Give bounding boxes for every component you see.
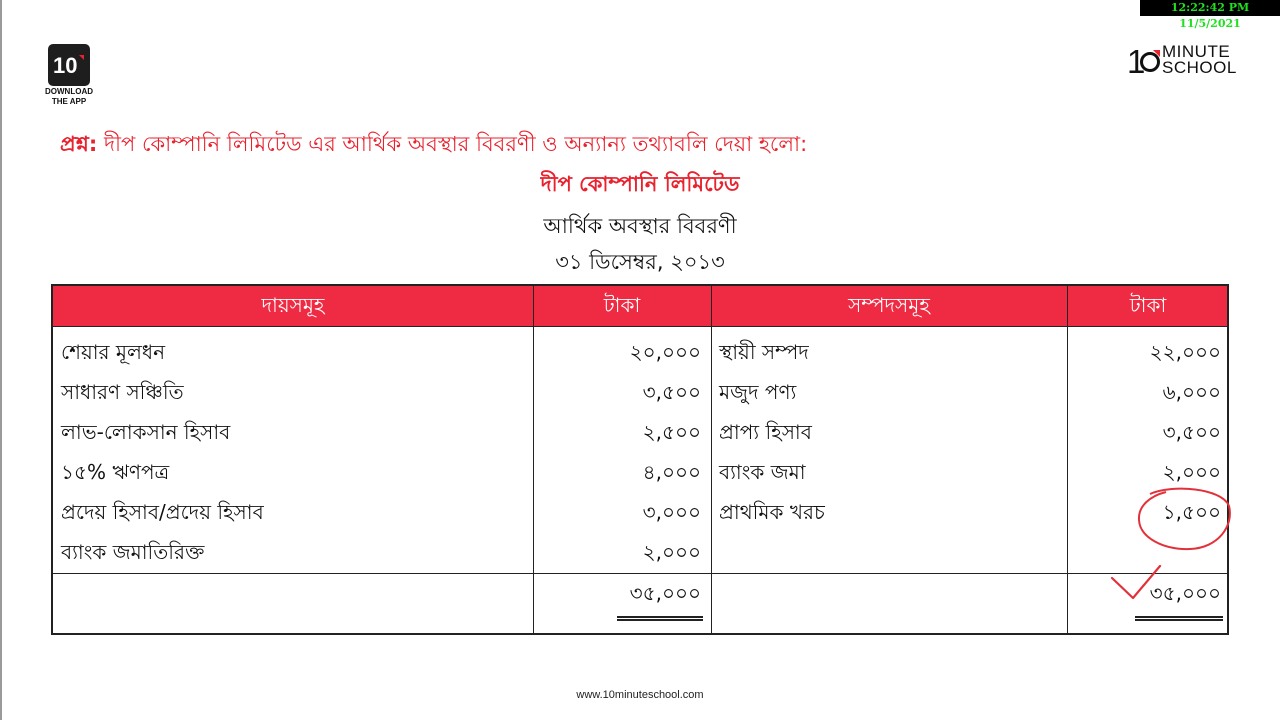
asset-amount: ১,৫০০ — [1162, 500, 1221, 524]
question-text: দীপ কোম্পানি লিমিটেড এর আর্থিক অবস্থার বিবরণী ও অন্যান্য তথ্যাবলি দেয়া হলো: — [97, 132, 808, 156]
download-caption-line2: THE APP — [51, 97, 87, 106]
download-caption-line1: DOWNLOAD — [45, 87, 93, 96]
asset-amount: ২,০০০ — [1162, 460, 1221, 484]
asset-name: মজুদ পণ্য — [719, 380, 797, 404]
brand-numeral: 1 — [1127, 43, 1146, 78]
left-edge-rule — [0, 0, 2, 720]
asset-name: প্রাথমিক খরচ — [719, 500, 825, 524]
brand-ten-icon — [1126, 42, 1160, 78]
liability-name: শেয়ার মূলধন — [61, 340, 166, 364]
asset-amount: ২২,০০০ — [1149, 340, 1221, 364]
statement-date: ৩১ ডিসেম্বর, ২০১৩ — [555, 250, 725, 274]
liabilities-total: ৩৫,০০০ — [629, 581, 701, 605]
header-liabilities: দায়সমূহ — [261, 293, 325, 317]
brand-line2: SCHOOL — [1162, 58, 1237, 77]
asset-name: ব্যাংক জমা — [719, 460, 806, 484]
brand-line1: MINUTE — [1162, 42, 1231, 61]
balance-sheet-table — [51, 284, 1229, 635]
liability-amount: ২০,০০০ — [629, 340, 701, 364]
asset-amount: ৬,০০০ — [1162, 380, 1221, 404]
app-logo-icon — [48, 44, 90, 86]
download-app-badge[interactable] — [44, 44, 94, 106]
liability-name: প্রদেয় হিসাব/প্রদেয় হিসাব — [61, 500, 264, 524]
asset-name: প্রাপ্য হিসাব — [719, 420, 812, 444]
asset-amount: ৩,৫০০ — [1162, 420, 1221, 444]
question-label: প্রশ্ন: — [60, 132, 98, 156]
column-divider — [1067, 286, 1068, 633]
liability-amount: ৩,৫০০ — [642, 380, 701, 404]
company-name: দীপ কোম্পানি লিমিটেড — [540, 172, 740, 196]
header-asset-amount: টাকা — [1129, 293, 1167, 317]
liability-amount: ৪,০০০ — [642, 460, 701, 484]
website-url[interactable]: www.10minuteschool.com — [576, 689, 704, 701]
assets-total: ৩৫,০০০ — [1149, 581, 1221, 605]
asset-name: স্থায়ী সম্পদ — [719, 340, 809, 364]
header-assets: সম্পদসমূহ — [848, 293, 930, 317]
brand-logo — [1126, 42, 1237, 78]
liability-amount: ২,০০০ — [642, 540, 701, 564]
statement-title: আর্থিক অবস্থার বিবরণী — [543, 214, 737, 238]
header-liab-amount: টাকা — [603, 293, 641, 317]
liability-amount: ৩,০০০ — [642, 500, 701, 524]
app-logo-text: 10 — [53, 53, 78, 78]
liabilities-total-double-underline — [617, 616, 703, 621]
timestamp-overlay: 12:22:42 PM 11/5/2021 — [1140, 0, 1280, 16]
liability-name: সাধারণ সঞ্চিতি — [61, 380, 184, 404]
question-prompt — [60, 128, 1240, 160]
table-header-row — [53, 286, 1227, 327]
liability-amount: ২,৫০০ — [642, 420, 701, 444]
column-divider — [711, 286, 712, 633]
liability-name: লাভ-লোকসান হিসাব — [61, 420, 231, 444]
assets-total-double-underline — [1135, 616, 1223, 621]
liability-name: ১৫% ঋণপত্র — [61, 460, 170, 484]
column-divider — [533, 286, 534, 633]
liability-name: ব্যাংক জমাতিরিক্ত — [61, 540, 205, 564]
